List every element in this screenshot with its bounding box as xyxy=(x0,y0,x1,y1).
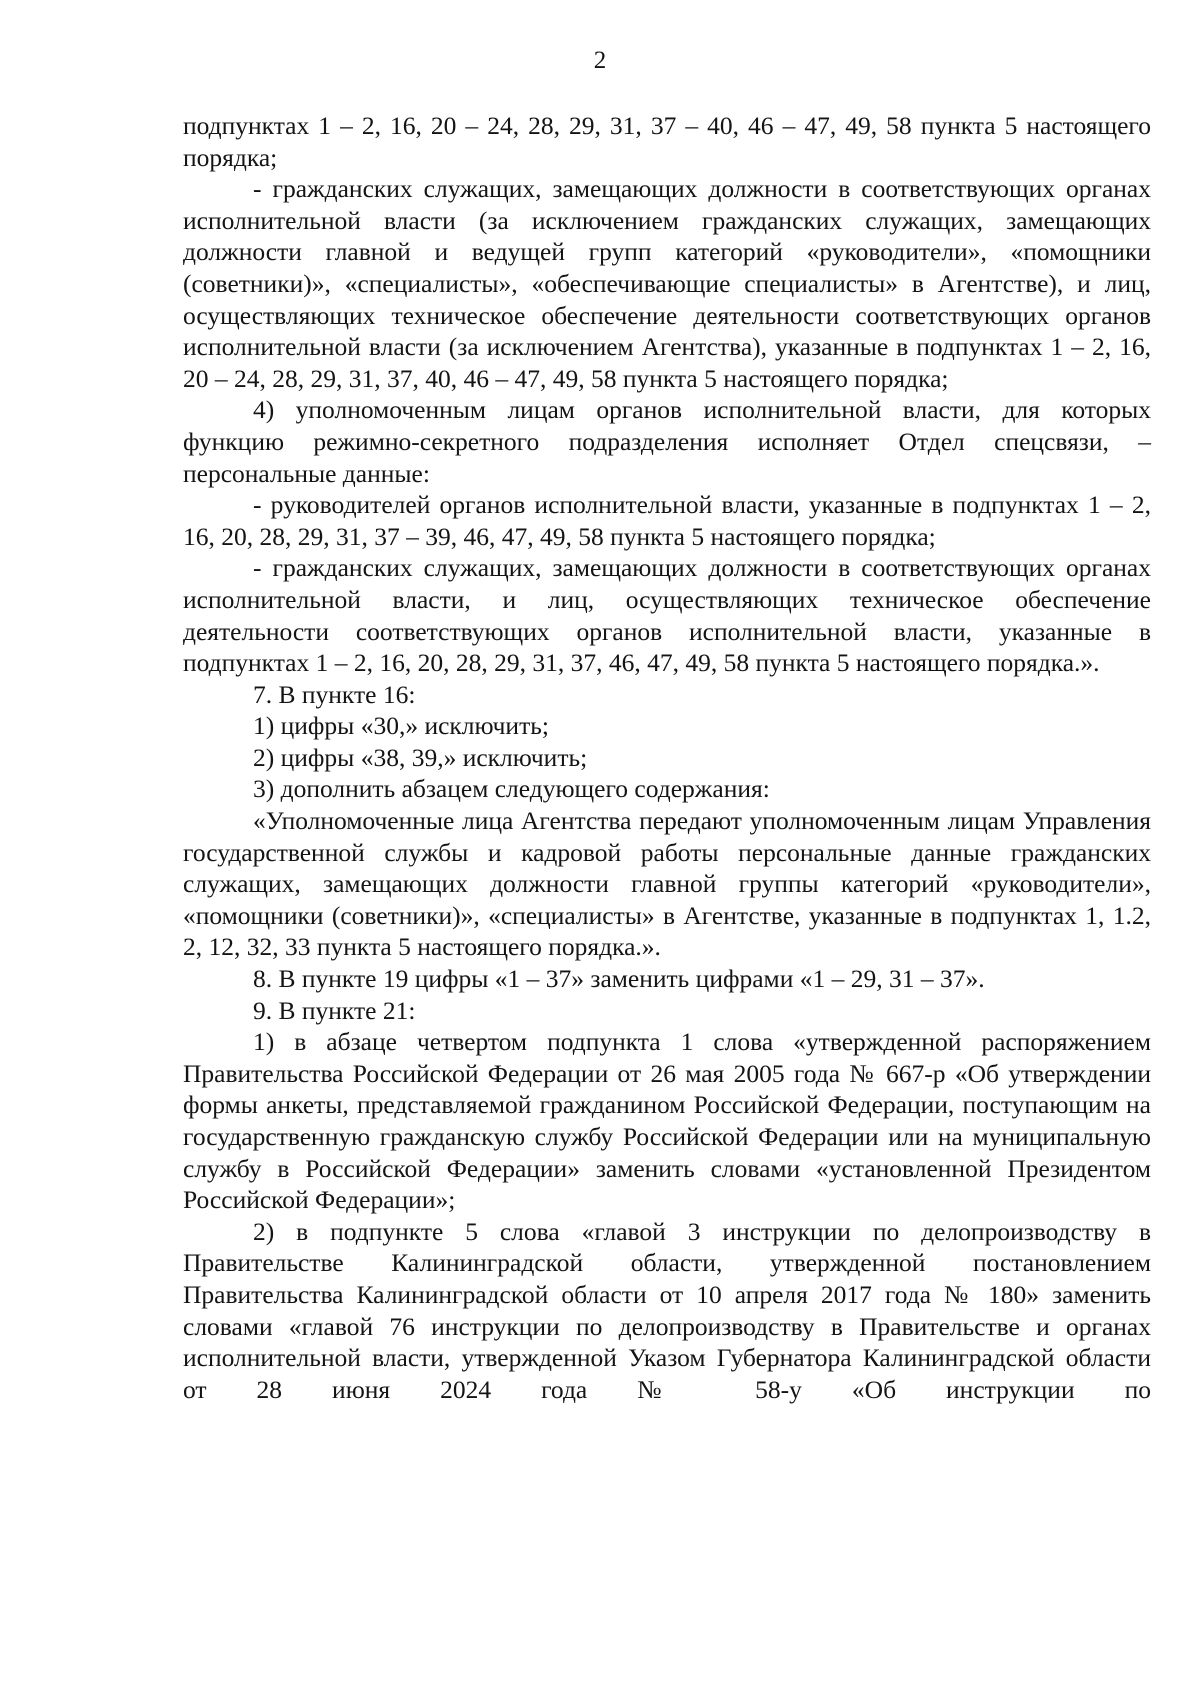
paragraph-point-7-sub-2: 2) цифры «38, 39,» исключить; xyxy=(253,742,588,772)
paragraph-point-7: 7. В пункте 16: xyxy=(253,679,416,709)
paragraph-civil-servants-list: - гражданских служащих, замещающих должности в соответствующих органах исполнительной власти (за исключением гражданских служащих, замещающих должности главной и ведущей групп категорий «руководители», «помощники (советники)», «специалисты», «обеспечивающие специалисты» в Агентстве), и лиц, осуществляющих техническое обеспечение деятельности соответствующих органов исполнительной власти (за исключением Агентства), указанные в подпунктах 1 – 2, 16, 20 – 24, 28, 29, 31, 37, 40, 46 – 47, 49, 58 пункта 5 настоящего порядка; xyxy=(183,174,1151,393)
document-body xyxy=(183,110,1151,1405)
paragraph-point-9-sub-2: 2) в подпункте 5 слова «главой 3 инструкции по делопроизводству в Правительстве Калининградской области, утвержденной постановлением Правительства Калининградской области от 10 апреля 2017 года № 180» заменить словами «главой 76 инструкции по делопроизводству в Правительстве и органах исполнительной власти, утвержденной Указом Губернатора Калининградской области от 28 июня 2024 года № 58-у «Об инструкции по xyxy=(183,1216,1151,1404)
paragraph-point-7-sub-3: 3) дополнить абзацем следующего содержания: xyxy=(253,774,770,804)
paragraph-point-9-sub-1: 1) в абзаце четвертом подпункта 1 слова «утвержденной распоряжением Правительства Российской Федерации от 26 мая 2005 года № 667-р «Об утверждении формы анкеты, представляемой гражданином Российской Федерации, поступающим на государственную гражданскую службу Российской Федерации или на муниципальную службу в Российской Федерации» заменить словами «установленной Президентом Российской Федерации»; xyxy=(183,1027,1151,1215)
paragraph-item-4: 4) уполномоченным лицам органов исполнительной власти, для которых функцию режимно-секретного подразделения исполняет Отдел спецсвязи, – персональные данные: xyxy=(183,395,1151,488)
paragraph-point-9: 9. В пункте 21: xyxy=(253,995,416,1025)
paragraph-civil-servants-list-2: - гражданских служащих, замещающих должности в соответствующих органах исполнительной власти, и лиц, осуществляющих техническое обеспечение деятельности соответствующих органов исполнительной власти, указанные в подпунктах 1 – 2, 16, 20, 28, 29, 31, 37, 46, 47, 49, 58 пункта 5 настоящего порядка.». xyxy=(183,553,1151,678)
page-number: 2 xyxy=(593,47,607,74)
paragraph-point-8: 8. В пункте 19 цифры «1 – 37» заменить цифрами «1 – 29, 31 – 37». xyxy=(253,964,985,994)
paragraph-point-7-sub-1: 1) цифры «30,» исключить; xyxy=(253,711,549,741)
paragraph-heads-list: - руководителей органов исполнительной власти, указанные в подпунктах 1 – 2, 16, 20, 28, 29, 31, 37 – 39, 46, 47, 49, 58 пункта 5 настоящего порядка; xyxy=(183,490,1151,551)
paragraph-continuation: подпунктах 1 – 2, 16, 20 – 24, 28, 29, 31, 37 – 40, 46 – 47, 49, 58 пункта 5 настоящего порядка; xyxy=(183,111,1151,172)
paragraph-quoted-addition: «Уполномоченные лица Агентства передают уполномоченным лицам Управления государственной службы и кадровой работы персональные данные гражданских служащих, замещающих должности главной группы категорий «руководители», «помощники (советники)», «специалисты» в Агентстве, указанные в подпунктах 1, 1.2, 2, 12, 32, 33 пункта 5 настоящего порядка.». xyxy=(183,806,1151,962)
